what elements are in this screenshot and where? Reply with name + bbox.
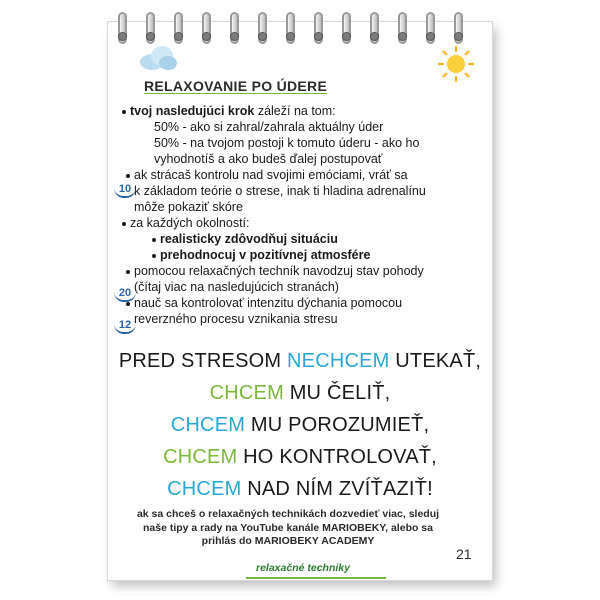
binding-hole <box>146 32 155 41</box>
list-item: vyhodnotíš a ako budeš ďalej postupovať <box>154 152 383 166</box>
list-item: 50% - na tvojom postoji k tomuto úderu - ako ho <box>154 136 420 150</box>
binding-hole <box>230 32 239 41</box>
statement-line-3 <box>108 414 492 437</box>
statement-line-1 <box>108 350 492 373</box>
binding-hole <box>258 32 267 41</box>
statement-line-2 <box>108 382 492 405</box>
binding-hole <box>314 32 323 41</box>
list-item: pomocou relaxačných techník navodzuj stav pohody <box>134 264 424 278</box>
binding-hole <box>202 32 211 41</box>
page-number: 21 <box>456 546 472 562</box>
page-reference-badge: 10 <box>114 180 136 198</box>
statement-highlight: NECHCEM <box>287 350 390 372</box>
list-item: 50% - ako si zahral/zahrala aktuálny úder <box>154 120 384 134</box>
page-title: RELAXOVANIE PO ÚDERE <box>144 78 328 94</box>
page-reference-badge: 20 <box>114 284 136 302</box>
list-item: nauč sa kontrolovať intenzitu dýchania pomocou <box>134 296 403 310</box>
list-item: k základom teórie o strese, inak ti hladina adrenalínu <box>134 184 426 198</box>
statement-text: PRED STRESOM <box>118 350 288 372</box>
statement-text: MU POROZUMIEŤ, <box>245 414 430 436</box>
binding-hole <box>454 32 463 41</box>
footer-note <box>118 508 458 549</box>
list-item: reverzného procesu vznikania stresu <box>134 312 338 326</box>
list-item: prehodnocuj v pozitívnej atmosfére <box>160 248 371 262</box>
binding-hole <box>174 32 183 41</box>
statement-line-4 <box>108 446 492 469</box>
list-item-text: záleží na tom: <box>254 104 336 118</box>
footer-note-line: prihlás do MARIOBEKY ACADEMY <box>201 535 375 547</box>
statement-highlight: CHCEM <box>170 414 246 436</box>
footer-note-line: ak sa chceš o relaxačných technikách dozvedieť viac, sleduj <box>136 508 440 520</box>
statement-text: UTEKAŤ, <box>389 350 482 372</box>
statement-line-5 <box>108 478 492 501</box>
statement-text: HO KONTROLOVAŤ, <box>237 446 437 468</box>
binding-hole <box>118 32 127 41</box>
list-item <box>130 104 336 120</box>
statement-highlight: CHCEM <box>167 478 242 500</box>
list-item: môže pokaziť skóre <box>134 200 243 214</box>
section-underline <box>246 577 386 579</box>
binding-hole <box>342 32 351 41</box>
list-item: realisticky zdôvodňuj situáciu <box>160 232 338 246</box>
binding-hole <box>426 32 435 41</box>
binding-hole <box>398 32 407 41</box>
statement-highlight: CHCEM <box>209 382 284 404</box>
sun-icon <box>436 44 476 84</box>
cloud-icon <box>138 44 178 72</box>
page-reference-badge: 12 <box>114 316 136 334</box>
list-item-bold: tvoj nasledujúci krok <box>130 104 255 118</box>
binding-hole <box>286 32 295 41</box>
section-label: relaxačné techniky <box>256 562 350 574</box>
statement-text: NAD NÍM ZVÍŤAZIŤ! <box>241 478 433 500</box>
statement-text: MU ČELIŤ, <box>283 382 391 404</box>
footer-note-line: naše tipy a rady na YouTube kanále MARIOBEKY, alebo sa <box>142 521 433 534</box>
list-item: za každých okolností: <box>130 216 250 230</box>
list-item: (čítaj viac na nasledujúcich stranách) <box>134 280 339 294</box>
list-item: ak strácaš kontrolu nad svojimi emóciami, vráť sa <box>134 168 408 182</box>
statement-highlight: CHCEM <box>163 446 238 468</box>
binding-hole <box>370 32 379 41</box>
